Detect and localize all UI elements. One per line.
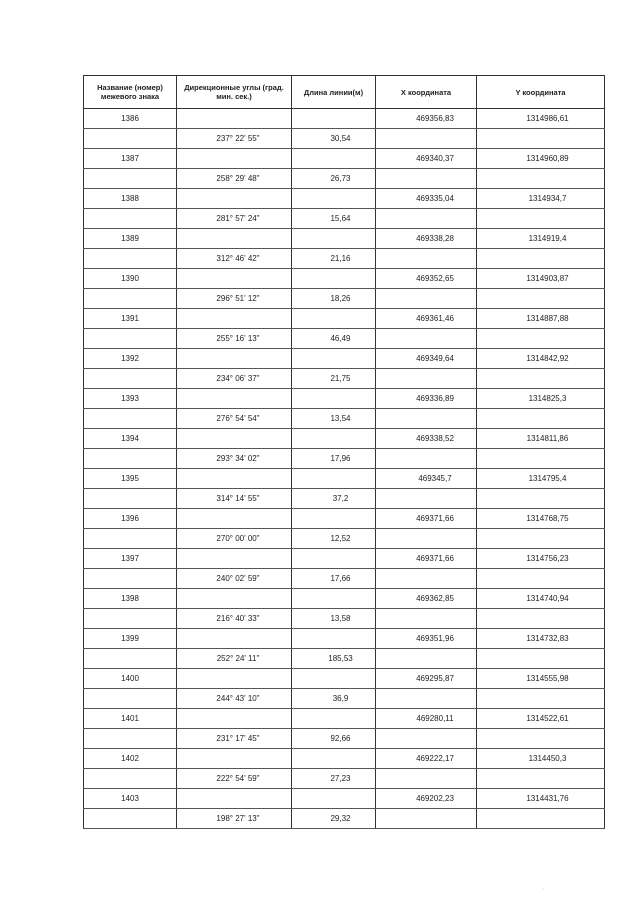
direction-angle-cell: 314° 14' 55" (177, 489, 292, 509)
direction-angle-cell (177, 509, 292, 529)
x-coordinate-cell (376, 569, 477, 589)
x-coordinate-cell: 469202,23 (376, 789, 477, 809)
y-coordinate-cell (477, 289, 605, 309)
x-coordinate-cell (376, 769, 477, 789)
y-coordinate-cell: 1314732,83 (477, 629, 605, 649)
x-coordinate-cell (376, 529, 477, 549)
x-coordinate-cell: 469222,17 (376, 749, 477, 769)
direction-angle-cell: 276° 54' 54" (177, 409, 292, 429)
marker-row (84, 229, 605, 249)
direction-angle-cell: 240° 02' 59" (177, 569, 292, 589)
x-coordinate-cell (376, 489, 477, 509)
segment-row (84, 289, 605, 309)
marker-name-cell: 1400 (84, 669, 177, 689)
marker-name-cell: 1388 (84, 189, 177, 209)
marker-name-cell (84, 489, 177, 509)
x-coordinate-cell (376, 809, 477, 829)
marker-row (84, 749, 605, 769)
line-length-cell (292, 429, 376, 449)
y-coordinate-cell (477, 449, 605, 469)
segment-row (84, 249, 605, 269)
x-coordinate-cell: 469361,46 (376, 309, 477, 329)
line-length-cell: 15,64 (292, 209, 376, 229)
x-coordinate-cell (376, 729, 477, 749)
marker-row (84, 389, 605, 409)
direction-angle-cell (177, 389, 292, 409)
line-length-cell: 36,9 (292, 689, 376, 709)
marker-name-cell: 1392 (84, 349, 177, 369)
marker-name-cell: 1390 (84, 269, 177, 289)
direction-angle-cell (177, 429, 292, 449)
line-length-cell: 12,52 (292, 529, 376, 549)
segment-row (84, 209, 605, 229)
segment-row (84, 649, 605, 669)
direction-angle-cell: 244° 43' 10" (177, 689, 292, 709)
line-length-cell (292, 349, 376, 369)
direction-angle-cell (177, 149, 292, 169)
marker-name-cell: 1395 (84, 469, 177, 489)
direction-angle-cell: 222° 54' 59" (177, 769, 292, 789)
line-length-cell: 46,49 (292, 329, 376, 349)
table-header-row (84, 76, 605, 109)
y-coordinate-cell (477, 689, 605, 709)
marker-name-cell (84, 609, 177, 629)
direction-angle-cell (177, 709, 292, 729)
x-coordinate-cell: 469345,7 (376, 469, 477, 489)
marker-name-cell (84, 769, 177, 789)
y-coordinate-cell (477, 569, 605, 589)
direction-angle-cell (177, 549, 292, 569)
y-coordinate-cell: 1314919,4 (477, 229, 605, 249)
marker-name-cell (84, 809, 177, 829)
marker-name-cell: 1386 (84, 109, 177, 129)
x-coordinate-cell: 469371,66 (376, 549, 477, 569)
direction-angle-cell: 312° 46' 42" (177, 249, 292, 269)
header-marker-name: Название (номер) межевого знака (84, 76, 177, 109)
direction-angle-cell: 258° 29' 48" (177, 169, 292, 189)
marker-name-cell (84, 169, 177, 189)
x-coordinate-cell: 469335,04 (376, 189, 477, 209)
direction-angle-cell: 198° 27' 13" (177, 809, 292, 829)
line-length-cell: 37,2 (292, 489, 376, 509)
direction-angle-cell (177, 189, 292, 209)
marker-name-cell (84, 129, 177, 149)
line-length-cell (292, 589, 376, 609)
direction-angle-cell: 293° 34' 02" (177, 449, 292, 469)
direction-angle-cell: 234° 06' 37" (177, 369, 292, 389)
y-coordinate-cell: 1314811,86 (477, 429, 605, 449)
page-mark: . (543, 885, 545, 891)
marker-name-cell: 1389 (84, 229, 177, 249)
segment-row (84, 809, 605, 829)
x-coordinate-cell: 469338,52 (376, 429, 477, 449)
x-coordinate-cell: 469352,65 (376, 269, 477, 289)
line-length-cell (292, 149, 376, 169)
y-coordinate-cell: 1314450,3 (477, 749, 605, 769)
y-coordinate-cell: 1314768,75 (477, 509, 605, 529)
y-coordinate-cell (477, 169, 605, 189)
x-coordinate-cell (376, 129, 477, 149)
y-coordinate-cell (477, 249, 605, 269)
y-coordinate-cell: 1314522,61 (477, 709, 605, 729)
x-coordinate-cell: 469295,87 (376, 669, 477, 689)
marker-name-cell: 1391 (84, 309, 177, 329)
segment-row (84, 569, 605, 589)
segment-row (84, 169, 605, 189)
y-coordinate-cell (477, 609, 605, 629)
line-length-cell (292, 709, 376, 729)
marker-row (84, 469, 605, 489)
y-coordinate-cell (477, 209, 605, 229)
marker-row (84, 549, 605, 569)
marker-name-cell (84, 329, 177, 349)
line-length-cell: 18,26 (292, 289, 376, 309)
marker-name-cell (84, 409, 177, 429)
x-coordinate-cell (376, 409, 477, 429)
direction-angle-cell (177, 269, 292, 289)
marker-name-cell (84, 249, 177, 269)
direction-angle-cell (177, 349, 292, 369)
marker-row (84, 629, 605, 649)
marker-name-cell (84, 529, 177, 549)
line-length-cell (292, 669, 376, 689)
x-coordinate-cell (376, 209, 477, 229)
line-length-cell (292, 509, 376, 529)
y-coordinate-cell: 1314756,23 (477, 549, 605, 569)
y-coordinate-cell: 1314842,92 (477, 349, 605, 369)
y-coordinate-cell: 1314887,88 (477, 309, 605, 329)
marker-row (84, 669, 605, 689)
x-coordinate-cell: 469371,66 (376, 509, 477, 529)
x-coordinate-cell: 469280,11 (376, 709, 477, 729)
marker-name-cell: 1402 (84, 749, 177, 769)
line-length-cell (292, 269, 376, 289)
x-coordinate-cell (376, 689, 477, 709)
y-coordinate-cell: 1314903,87 (477, 269, 605, 289)
x-coordinate-cell (376, 649, 477, 669)
y-coordinate-cell (477, 329, 605, 349)
marker-name-cell: 1397 (84, 549, 177, 569)
direction-angle-cell (177, 109, 292, 129)
segment-row (84, 689, 605, 709)
x-coordinate-cell: 469340,37 (376, 149, 477, 169)
marker-row (84, 309, 605, 329)
x-coordinate-cell (376, 449, 477, 469)
line-length-cell: 13,54 (292, 409, 376, 429)
marker-row (84, 509, 605, 529)
segment-row (84, 409, 605, 429)
y-coordinate-cell (477, 649, 605, 669)
marker-name-cell: 1399 (84, 629, 177, 649)
x-coordinate-cell: 469338,28 (376, 229, 477, 249)
direction-angle-cell (177, 229, 292, 249)
x-coordinate-cell (376, 249, 477, 269)
line-length-cell: 92,66 (292, 729, 376, 749)
segment-row (84, 769, 605, 789)
line-length-cell: 27,23 (292, 769, 376, 789)
y-coordinate-cell: 1314431,76 (477, 789, 605, 809)
marker-name-cell: 1398 (84, 589, 177, 609)
marker-name-cell (84, 689, 177, 709)
line-length-cell (292, 549, 376, 569)
line-length-cell: 29,32 (292, 809, 376, 829)
direction-angle-cell: 237° 22' 55" (177, 129, 292, 149)
marker-row (84, 709, 605, 729)
x-coordinate-cell (376, 369, 477, 389)
line-length-cell (292, 789, 376, 809)
x-coordinate-cell: 469349,64 (376, 349, 477, 369)
marker-row (84, 109, 605, 129)
marker-row (84, 349, 605, 369)
segment-row (84, 129, 605, 149)
segment-row (84, 729, 605, 749)
marker-name-cell (84, 369, 177, 389)
segment-row (84, 449, 605, 469)
y-coordinate-cell (477, 369, 605, 389)
line-length-cell: 185,53 (292, 649, 376, 669)
y-coordinate-cell: 1314740,94 (477, 589, 605, 609)
direction-angle-cell: 231° 17' 45" (177, 729, 292, 749)
segment-row (84, 489, 605, 509)
marker-name-cell: 1387 (84, 149, 177, 169)
marker-name-cell (84, 449, 177, 469)
line-length-cell: 21,16 (292, 249, 376, 269)
y-coordinate-cell: 1314960,89 (477, 149, 605, 169)
direction-angle-cell: 296° 51' 12" (177, 289, 292, 309)
line-length-cell (292, 469, 376, 489)
y-coordinate-cell: 1314795,4 (477, 469, 605, 489)
line-length-cell (292, 749, 376, 769)
marker-name-cell (84, 569, 177, 589)
marker-row (84, 589, 605, 609)
line-length-cell (292, 629, 376, 649)
line-length-cell (292, 189, 376, 209)
marker-name-cell (84, 209, 177, 229)
marker-row (84, 789, 605, 809)
direction-angle-cell: 252° 24' 11" (177, 649, 292, 669)
marker-name-cell (84, 649, 177, 669)
y-coordinate-cell (477, 409, 605, 429)
line-length-cell (292, 229, 376, 249)
direction-angle-cell: 281° 57' 24" (177, 209, 292, 229)
direction-angle-cell: 216° 40' 33" (177, 609, 292, 629)
line-length-cell (292, 389, 376, 409)
line-length-cell (292, 309, 376, 329)
line-length-cell: 13,58 (292, 609, 376, 629)
segment-row (84, 529, 605, 549)
marker-row (84, 269, 605, 289)
marker-name-cell: 1396 (84, 509, 177, 529)
y-coordinate-cell (477, 489, 605, 509)
direction-angle-cell (177, 629, 292, 649)
x-coordinate-cell: 469336,89 (376, 389, 477, 409)
y-coordinate-cell: 1314825,3 (477, 389, 605, 409)
y-coordinate-cell: 1314555,98 (477, 669, 605, 689)
marker-row (84, 189, 605, 209)
direction-angle-cell (177, 469, 292, 489)
direction-angle-cell: 255° 16' 13" (177, 329, 292, 349)
marker-name-cell: 1401 (84, 709, 177, 729)
line-length-cell: 17,96 (292, 449, 376, 469)
y-coordinate-cell: 1314986,61 (477, 109, 605, 129)
boundary-markers-table (83, 75, 605, 829)
direction-angle-cell (177, 669, 292, 689)
line-length-cell: 26,73 (292, 169, 376, 189)
marker-name-cell: 1403 (84, 789, 177, 809)
marker-name-cell: 1393 (84, 389, 177, 409)
table-body (84, 109, 605, 829)
direction-angle-cell (177, 789, 292, 809)
segment-row (84, 369, 605, 389)
line-length-cell: 17,66 (292, 569, 376, 589)
x-coordinate-cell: 469362,85 (376, 589, 477, 609)
x-coordinate-cell (376, 329, 477, 349)
direction-angle-cell (177, 309, 292, 329)
segment-row (84, 329, 605, 349)
x-coordinate-cell (376, 289, 477, 309)
marker-name-cell: 1394 (84, 429, 177, 449)
header-direction-angle: Дирекционные углы (град. мин. сек.) (177, 76, 292, 109)
header-x-coordinate: X координата (376, 76, 477, 109)
y-coordinate-cell (477, 129, 605, 149)
header-line-length: Длина линии(м) (292, 76, 376, 109)
x-coordinate-cell (376, 609, 477, 629)
direction-angle-cell (177, 589, 292, 609)
line-length-cell: 30,54 (292, 129, 376, 149)
y-coordinate-cell (477, 809, 605, 829)
segment-row (84, 609, 605, 629)
x-coordinate-cell (376, 169, 477, 189)
marker-row (84, 429, 605, 449)
y-coordinate-cell: 1314934,7 (477, 189, 605, 209)
line-length-cell: 21,75 (292, 369, 376, 389)
direction-angle-cell (177, 749, 292, 769)
marker-row (84, 149, 605, 169)
header-y-coordinate: Y координата (477, 76, 605, 109)
x-coordinate-cell: 469351,96 (376, 629, 477, 649)
y-coordinate-cell (477, 769, 605, 789)
marker-name-cell (84, 729, 177, 749)
y-coordinate-cell (477, 529, 605, 549)
x-coordinate-cell: 469356,83 (376, 109, 477, 129)
y-coordinate-cell (477, 729, 605, 749)
marker-name-cell (84, 289, 177, 309)
direction-angle-cell: 270° 00' 00" (177, 529, 292, 549)
line-length-cell (292, 109, 376, 129)
